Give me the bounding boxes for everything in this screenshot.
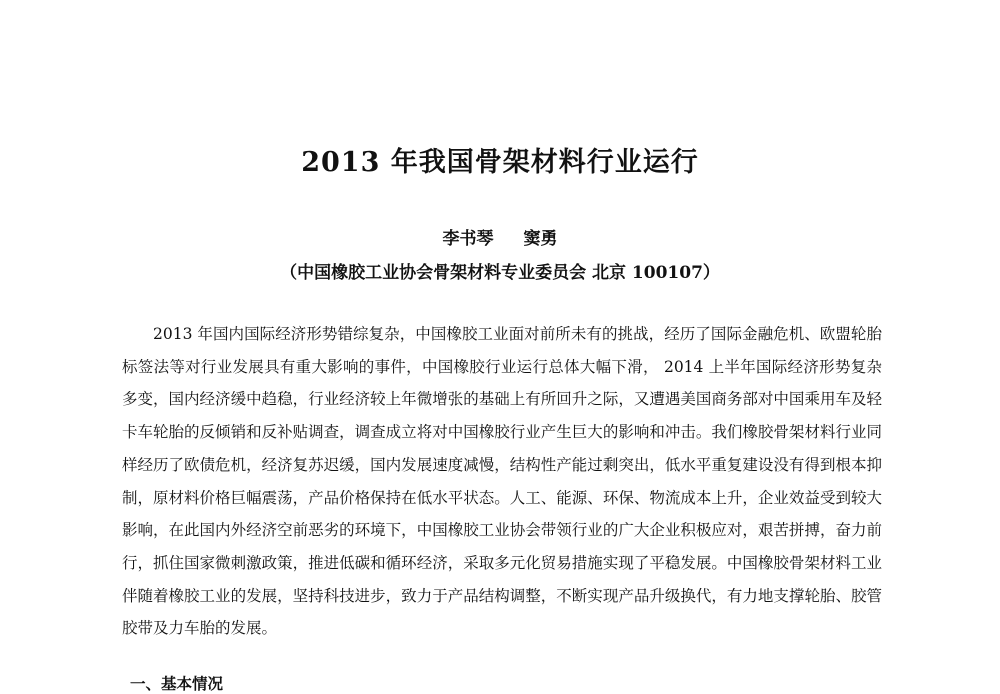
affiliation: （中国橡胶工业协会骨架材料专业委员会 北京 100107） [280, 263, 720, 283]
author-name: 窦勇 [523, 229, 558, 249]
section-heading: 一、基本情况 [130, 674, 224, 693]
body-paragraph: 2013 年国内国际经济形势错综复杂，中国橡胶工业面对前所未有的挑战，经历了国际金融危机、欧盟轮胎标签法等对行业发展具有重大影响的事件，中国橡胶行业运行总体大幅下滑， 2014 上半年国际经济形势复杂多变，国内经济缓中趋稳，行业经济较上年微增张的基础上有所回升之际，又遭遇美国商务部对中国乘用车及轻卡车轮胎的反倾销和反补贴调查，调查成立将对中国橡胶行业产生巨大的影响和冲击。我们橡胶骨架材料行业同样经历了欧债危机，经济复苏迟缓，国内发展速度减慢，结构性产能过剩突出，低水平重复建设没有得到根本抑制，原材料价格巨幅震荡，产品价格保持在低水平状态。人工、能源、环保、物流成本上升，企业效益受到较大影响，在此国内外经济空前恶劣的环境下，中国橡胶工业协会带领行业的广大企业积极应对，艰苦拼搏，奋力前行，抓住国家微刺激政策，推进低碳和循环经济，采取多元化贸易措施实现了平稳发展。中国橡胶骨架材料工业伴随着橡胶工业的发展，坚持科技进步，致力于产品结构调整，不断实现产品升级换代，有力地支撑轮胎、胶管胶带及力车胎的发展。 [122, 325, 882, 638]
body-paragraph-block [122, 318, 882, 645]
author-line [0, 224, 1000, 249]
author-name: 李书琴 [442, 229, 494, 249]
document-title: 2013 年我国骨架材料行业运行 [301, 147, 699, 178]
